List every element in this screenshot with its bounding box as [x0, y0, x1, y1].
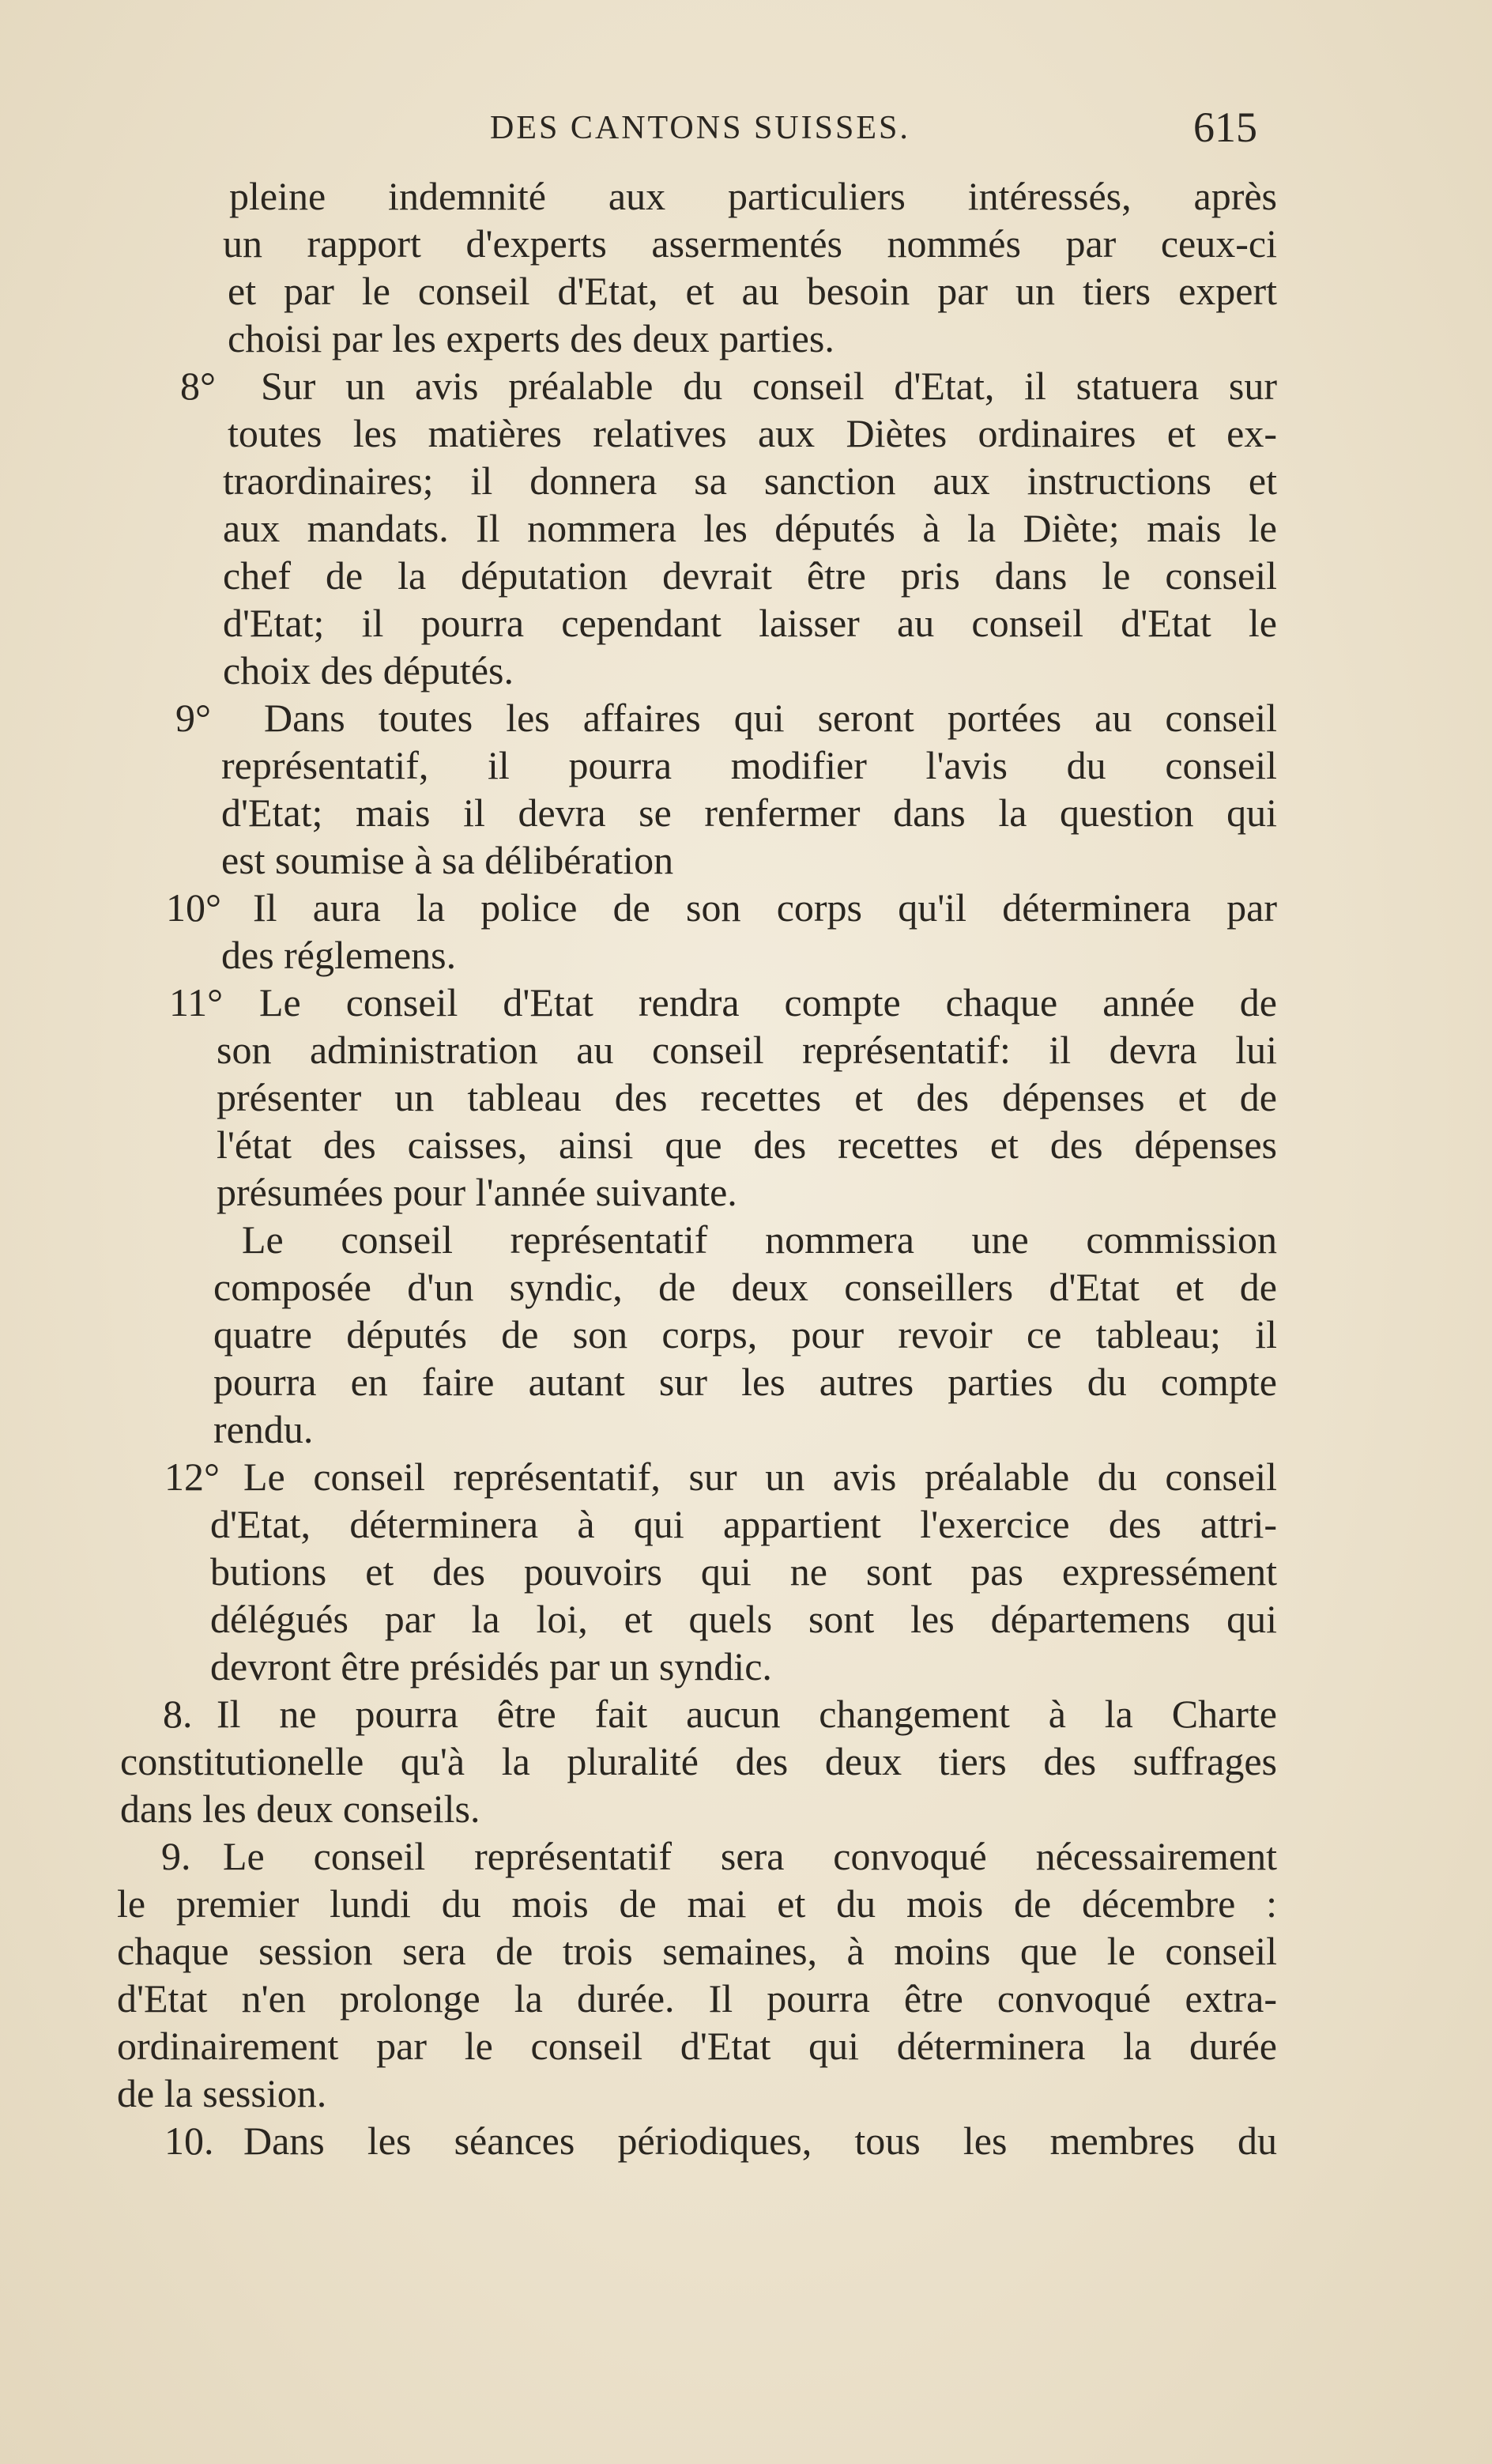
text-line: un rapport d'experts assermentés nommés par ceux-ci	[223, 221, 1277, 266]
text-line: des réglemens.	[221, 933, 457, 977]
text-line: l'état des caisses, ainsi que des recettes et des dépenses	[217, 1123, 1277, 1167]
text-line: dans les deux conseils.	[120, 1787, 480, 1831]
text-line: Le conseil représentatif nommera une commission	[242, 1217, 1277, 1262]
text-line: chaque session sera de trois semaines, à moins que le conseil	[117, 1929, 1277, 1973]
text-line: délégués par la loi, et quels sont les départemens qui	[210, 1597, 1277, 1641]
text-line: choisi par les experts des deux parties.	[228, 316, 835, 360]
text-line: son administration au conseil représentatif: il devra lui	[217, 1028, 1277, 1072]
text-line: le premier lundi du mois de mai et du mois de décembre :	[117, 1881, 1277, 1926]
text-line: pleine indemnité aux particuliers intéressés, après	[229, 174, 1277, 218]
text-line: toutes les matières relatives aux Diètes ordinaires et ex-	[228, 411, 1277, 455]
text-line: de la session.	[117, 2071, 327, 2115]
text-line: aux mandats. Il nommera les députés à la Diète; mais le	[223, 506, 1277, 550]
article-number: 8.	[163, 1692, 193, 1736]
text-line: et par le conseil d'Etat, et au besoin par un tiers expert	[228, 269, 1277, 313]
article-number: 9.	[161, 1834, 191, 1878]
text-line: choix des députés.	[223, 648, 514, 692]
item-number: 8°	[180, 364, 216, 408]
text-line: Sur un avis préalable du conseil d'Etat, il statuera sur	[261, 364, 1277, 408]
item-number: 11°	[169, 980, 224, 1024]
item-number: 10°	[166, 885, 221, 930]
article-number: 10.	[164, 2119, 214, 2163]
text-line: pourra en faire autant sur les autres parties du compte	[213, 1360, 1277, 1404]
text-line: rendu.	[213, 1407, 314, 1451]
text-line: Le conseil d'Etat rendra compte chaque année de	[259, 980, 1277, 1024]
text-line: quatre députés de son corps, pour revoir ce tableau; il	[213, 1312, 1277, 1357]
text-line: d'Etat, déterminera à qui appartient l'exercice des attri-	[210, 1502, 1277, 1546]
text-line: constitutionelle qu'à la pluralité des deux tiers des suffrages	[120, 1739, 1277, 1783]
running-head	[0, 104, 1492, 157]
text-line: présenter un tableau des recettes et des dépenses et de	[217, 1075, 1277, 1119]
text-line: présumées pour l'année suivante.	[217, 1170, 737, 1214]
text-line: Il aura la police de son corps qu'il déterminera par	[253, 885, 1277, 930]
text-line: ordinairement par le conseil d'Etat qui déterminera la durée	[117, 2024, 1277, 2068]
text-line: butions et des pouvoirs qui ne sont pas expressément	[210, 1549, 1277, 1594]
item-number: 12°	[164, 1455, 220, 1499]
text-line: devront être présidés par un syndic.	[210, 1644, 772, 1689]
text-line: d'Etat; il pourra cependant laisser au conseil d'Etat le	[223, 601, 1277, 645]
text-line: traordinaires; il donnera sa sanction aux instructions et	[223, 458, 1277, 503]
text-line: chef de la députation devrait être pris dans le conseil	[223, 553, 1277, 598]
page-number: 615	[1193, 104, 1257, 151]
item-number: 9°	[175, 696, 211, 740]
running-title: DES CANTONS SUISSES.	[490, 110, 910, 146]
text-line: d'Etat n'en prolonge la durée. Il pourra être convoqué extra-	[117, 1976, 1277, 2021]
text-line: Il ne pourra être fait aucun changement à la Charte	[217, 1692, 1277, 1736]
text-line: est soumise à sa délibération	[221, 838, 674, 882]
text-line: représentatif, il pourra modifier l'avis du conseil	[221, 743, 1277, 787]
text-line: Dans toutes les affaires qui seront portées au conseil	[264, 696, 1277, 740]
text-line: Le conseil représentatif sera convoqué nécessairement	[223, 1834, 1277, 1878]
text-line: Dans les séances périodiques, tous les membres du	[243, 2119, 1277, 2163]
text-line: Le conseil représentatif, sur un avis préalable du conseil	[243, 1455, 1277, 1499]
text-line: composée d'un syndic, de deux conseillers d'Etat et de	[213, 1265, 1277, 1309]
text-line: d'Etat; mais il devra se renfermer dans la question qui	[221, 791, 1277, 835]
